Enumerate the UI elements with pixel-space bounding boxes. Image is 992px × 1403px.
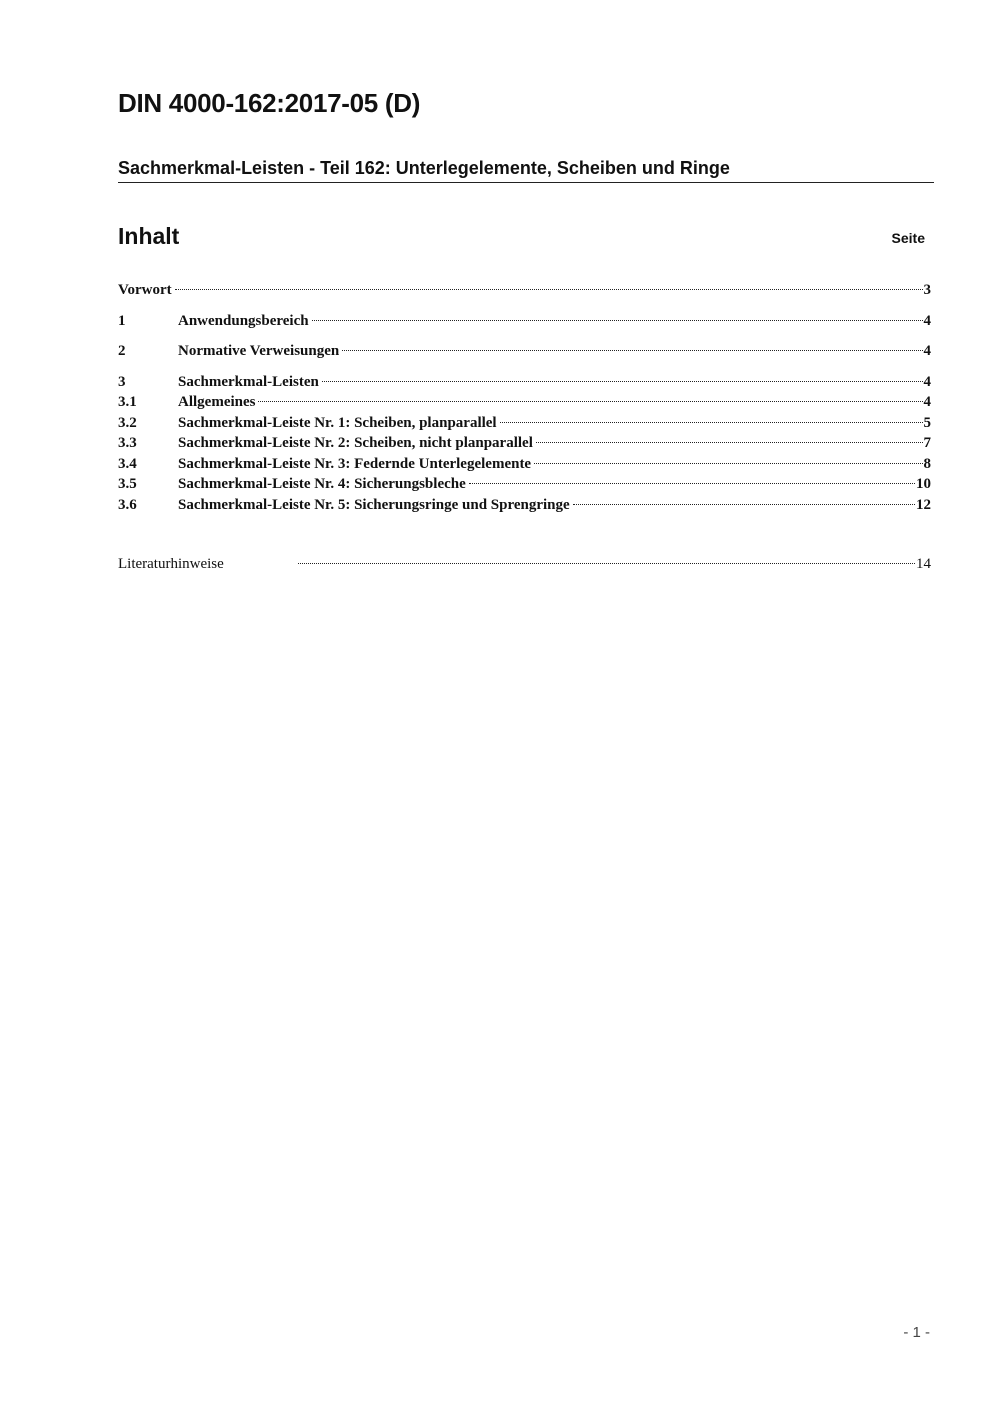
document-title: DIN 4000-162:2017-05 (D) bbox=[118, 88, 421, 118]
toc-entry-page: 8 bbox=[923, 455, 931, 472]
toc-entry-1[interactable] bbox=[118, 311, 931, 332]
toc-entry-page: 4 bbox=[923, 312, 931, 329]
toc-heading: Inhalt bbox=[118, 223, 180, 249]
toc-entry-title: Sachmerkmal-Leisten bbox=[178, 373, 319, 390]
toc-entry-number: 3.2 bbox=[118, 414, 137, 431]
toc-entry-title: Sachmerkmal-Leiste Nr. 3: Federnde Unterlegelemente bbox=[178, 455, 532, 472]
document-subtitle: Sachmerkmal-Leisten - Teil 162: Unterlegelemente, Scheiben und Ringe bbox=[118, 158, 934, 183]
toc-entry-title: Sachmerkmal-Leiste Nr. 1: Scheiben, planparallel bbox=[178, 414, 497, 431]
toc-entry-title: Literaturhinweise bbox=[118, 556, 224, 572]
toc-entry-2[interactable] bbox=[118, 341, 931, 362]
toc-entry-bibliography[interactable] bbox=[118, 554, 931, 575]
toc-leader bbox=[322, 381, 923, 382]
toc-leader bbox=[536, 442, 923, 443]
toc-entry-3-6[interactable] bbox=[118, 495, 931, 516]
toc-leader bbox=[312, 320, 923, 321]
toc-entry-page: 4 bbox=[923, 373, 931, 390]
toc-entry-page: 10 bbox=[916, 476, 931, 492]
toc-leader bbox=[469, 483, 915, 484]
toc-leader bbox=[342, 350, 922, 351]
toc-entry-title: Sachmerkmal-Leiste Nr. 4: Sicherungsbleche bbox=[178, 476, 466, 492]
toc-entry-number: 3.6 bbox=[118, 496, 137, 513]
table-of-contents bbox=[118, 280, 931, 575]
toc-entry-title: Allgemeines bbox=[178, 394, 256, 410]
toc-entry-title: Anwendungsbereich bbox=[178, 312, 309, 329]
toc-entry-3-2[interactable] bbox=[118, 413, 931, 434]
toc-entry-number: 3.3 bbox=[118, 435, 137, 451]
toc-leader bbox=[534, 463, 922, 464]
toc-entry-page: 4 bbox=[923, 343, 931, 359]
toc-entry-number: 3.4 bbox=[118, 455, 137, 472]
toc-leader bbox=[573, 504, 915, 505]
page-number: - 1 - bbox=[903, 1324, 930, 1341]
toc-entry-number: 3.5 bbox=[118, 476, 137, 492]
toc-entry-title: Sachmerkmal-Leiste Nr. 2: Scheiben, nicht planparallel bbox=[178, 435, 533, 451]
toc-entry-title: Normative Verweisungen bbox=[178, 343, 340, 359]
toc-entry-number: 2 bbox=[118, 343, 126, 359]
toc-entry-page: 14 bbox=[916, 556, 931, 572]
toc-page-column-label: Seite bbox=[891, 230, 925, 246]
toc-entry-number: 1 bbox=[118, 312, 126, 329]
toc-leader bbox=[175, 289, 923, 290]
toc-entry-number: 3 bbox=[118, 373, 126, 390]
toc-entry-title: Vorwort bbox=[118, 282, 172, 298]
toc-leader bbox=[298, 563, 915, 564]
toc-entry-3-3[interactable] bbox=[118, 433, 931, 454]
toc-entry-page: 4 bbox=[923, 394, 931, 410]
toc-entry-3-4[interactable] bbox=[118, 454, 931, 475]
toc-entry-3-5[interactable] bbox=[118, 474, 931, 495]
toc-leader bbox=[258, 401, 922, 402]
toc-entry-page: 12 bbox=[916, 496, 931, 513]
toc-entry-title: Sachmerkmal-Leiste Nr. 5: Sicherungsringe und Sprengringe bbox=[178, 496, 570, 513]
toc-entry-vorwort[interactable] bbox=[118, 280, 931, 301]
toc-entry-page: 3 bbox=[923, 282, 931, 298]
toc-entry-3[interactable] bbox=[118, 372, 931, 393]
toc-entry-3-1[interactable] bbox=[118, 392, 931, 413]
toc-entry-page: 7 bbox=[923, 435, 931, 451]
toc-entry-page: 5 bbox=[923, 414, 931, 431]
toc-entry-number: 3.1 bbox=[118, 394, 137, 410]
toc-leader bbox=[500, 422, 923, 423]
